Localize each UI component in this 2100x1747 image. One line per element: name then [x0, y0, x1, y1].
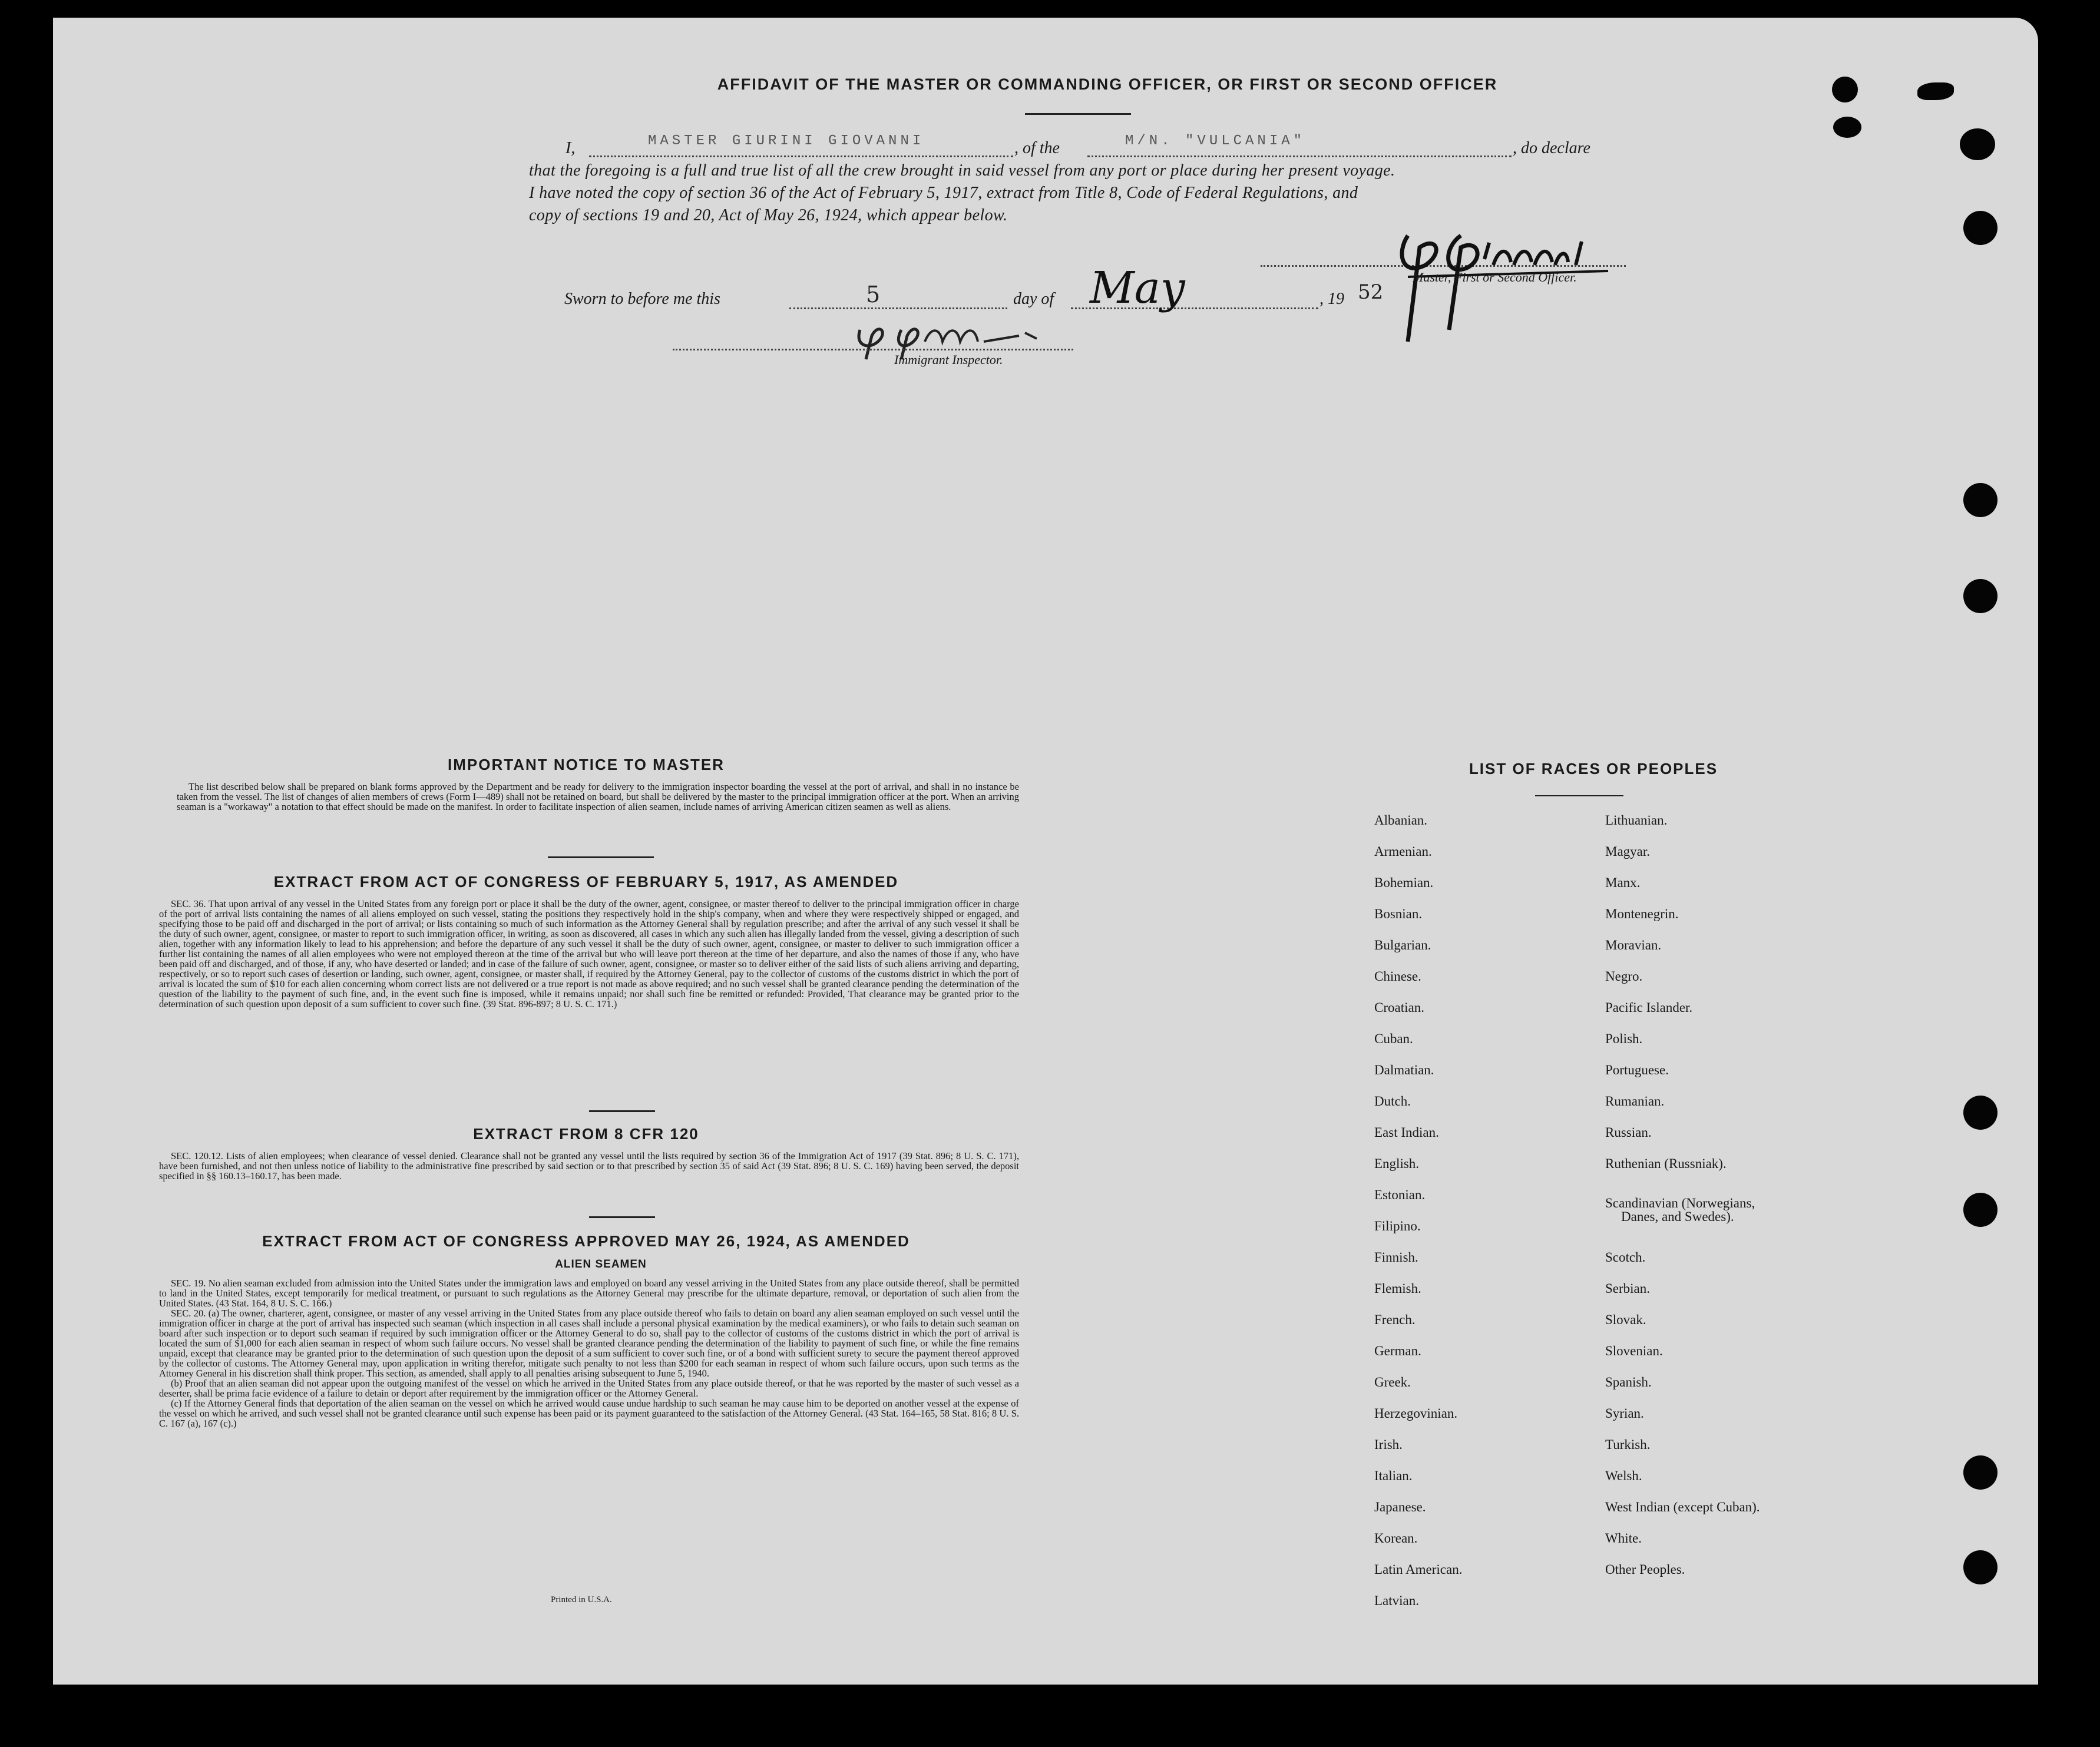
race-item: Italian.	[1374, 1468, 1413, 1483]
race-item: West Indian (except Cuban).	[1605, 1500, 1760, 1514]
affidavit-line-4: copy of sections 19 and 20, Act of May 26, 1924, which appear below.	[529, 206, 1008, 224]
binder-hole	[1963, 1455, 1998, 1490]
officer-caption: Master, First or Second Officer.	[1413, 270, 1577, 284]
binder-hole	[1963, 483, 1998, 517]
extract-cfr-title: EXTRACT FROM 8 CFR 120	[473, 1125, 699, 1143]
race-item: Bohemian.	[1374, 875, 1434, 890]
notice-text	[177, 782, 1019, 812]
race-item: Slovak.	[1605, 1312, 1646, 1327]
race-item: Other Peoples.	[1605, 1562, 1685, 1577]
race-item: Irish.	[1374, 1437, 1403, 1452]
race-item: Scotch.	[1605, 1250, 1646, 1265]
race-item: Korean.	[1374, 1531, 1418, 1546]
race-item: English.	[1374, 1156, 1420, 1171]
race-item: French.	[1374, 1312, 1416, 1327]
binder-hole	[1917, 82, 1954, 100]
race-item: Albanian.	[1374, 813, 1428, 828]
inspector-caption: Immigrant Inspector.	[894, 352, 1003, 367]
name-dotted-line	[589, 155, 1013, 157]
extract-1917-title: EXTRACT FROM ACT OF CONGRESS OF FEBRUARY 5, 1917, AS AMENDED	[273, 873, 899, 891]
affidavit-line-3: I have noted the copy of section 36 of the Act of February 5, 1917, extract from Title 8, Code of Federal Regulations, and	[529, 184, 1358, 202]
race-item: Finnish.	[1374, 1250, 1418, 1265]
binder-hole	[1963, 211, 1998, 245]
extract-cfr-text	[159, 1151, 1019, 1181]
section-divider	[589, 1216, 655, 1218]
race-item: German.	[1374, 1344, 1421, 1358]
sec-120-12-paragraph: SEC. 120.12. Lists of alien employees; when clearance of vessel denied. Clearance shall not be granted any vessel until the lists required by section 36 of the Immigration Act of 1917 (39 Stat. 896; 8 U. S. C. 171), have been furnished, and not then unless notice of liability to the administrative fine prescribed by said section or to that prescribed by section 35 of said Act (39 Stat. 896; 8 U. S. C. 169) having been served, the deposit specified in §§ 160.13–160.17, has been made.	[159, 1150, 1019, 1182]
race-item: Flemish.	[1374, 1281, 1421, 1296]
year-prefix: , 19	[1319, 290, 1344, 308]
race-item: Serbian.	[1605, 1281, 1651, 1296]
race-item: Dalmatian.	[1374, 1063, 1434, 1077]
section-36-paragraph: SEC. 36. That upon arrival of any vessel in the United States from any foreign port or place it shall be the duty of the owner, agent, consignee, or master thereof to deliver to the principal immigration officer in charge of the port of arrival lists containing the names of all aliens employed on such vessel, stating the positions they respectively hold in the ship's company, when and where they were respectively shipped or engaged, and specifying those to be paid off and discharged in the port of arrival; or lists containing so much of such information as the Attorney General shall by regulation prescribe; and after the arrival of any such vessel it shall be the duty of such owner, agent, consignee, or master to report to such immigration officer, in writing, as soon as discovered, all cases in which any such alien has illegally landed from the vessel, giving a description of such alien, together with any information likely to lead to his apprehension; and before the departure of any such vessel it shall be the duty of such owner, agent, consignee, or master to deliver to such immigration officer a further list containing the names of all alien employees who were not employed thereon at the time of the arrival but who will leave port thereon at the time of her departure, and also the names of those if any, who have been paid off and discharged, and of those, if any, who have deserted or landed; and in case of the failure of such owner, agent, consignee, or master so to deliver either of the said lists of such aliens arriving and departing, respectively, or so to report such cases of desertion or landing, such owner, agent, consignee, or master shall, if required by the Attorney General, pay to the collector of customs of the customs district in which the port of arrival is located the sum of $10 for each alien concerning whom correct lists are not delivered or a true report is not made as above required; and no such vessel shall be granted clearance pending the determination of the question of the liability to the payment of such fine, and, in the event such fine is imposed, while it remains unpaid; nor shall such fine be remitted or refunded: Provided, That clearance may be granted prior to the determination of such question upon deposit of a sum sufficient to cover such fine. (39 Stat. 896-897; 8 U. S. C. 171.)	[159, 898, 1019, 1010]
sec-20b-paragraph: (b) Proof that an alien seaman did not appear upon the outgoing manifest of the vessel on which he arrived in the United States from any place outside thereof, or that he was reported by the master of such vessel as a deserter, shall be prima facie evidence of a failure to detain or deport after requirement by the immigration officer or the Attorney General.	[159, 1378, 1019, 1399]
race-item: Danes, and Swedes).	[1621, 1209, 1734, 1224]
alien-seamen-subtitle: ALIEN SEAMEN	[555, 1258, 647, 1270]
binder-hole	[1963, 1096, 1998, 1130]
master-name-field[interactable]: MASTER GIURINI GIOVANNI	[648, 133, 925, 149]
extract-1917-text	[159, 899, 1019, 1009]
day-of-label: day of	[1013, 290, 1054, 308]
race-item: Spanish.	[1605, 1375, 1652, 1389]
race-item: Bosnian.	[1374, 906, 1423, 921]
race-item: Portuguese.	[1605, 1063, 1669, 1077]
race-item: Montenegrin.	[1605, 906, 1679, 921]
extract-1924-text	[159, 1278, 1019, 1428]
vessel-dotted-line	[1087, 155, 1512, 157]
races-title: LIST OF RACES OR PEOPLES	[1469, 760, 1718, 777]
race-item: Cuban.	[1374, 1031, 1413, 1046]
race-item: Bulgarian.	[1374, 938, 1431, 952]
binder-hole	[1832, 77, 1858, 102]
race-item: Turkish.	[1605, 1437, 1651, 1452]
do-declare-label: , do declare	[1513, 139, 1590, 157]
section-divider	[589, 1110, 655, 1112]
notice-title: IMPORTANT NOTICE TO MASTER	[448, 756, 725, 773]
printed-in-usa: Printed in U.S.A.	[551, 1595, 612, 1604]
sworn-label: Sworn to before me this	[564, 290, 720, 308]
section-divider	[548, 856, 654, 858]
race-item: Rumanian.	[1605, 1094, 1665, 1109]
binder-hole	[1833, 117, 1861, 138]
year-value[interactable]: 52	[1358, 280, 1384, 304]
month-value[interactable]: May	[1090, 263, 1185, 313]
binder-hole	[1963, 579, 1998, 613]
race-item: Magyar.	[1605, 844, 1651, 859]
race-item: Syrian.	[1605, 1406, 1644, 1421]
of-the-label: , of the	[1014, 139, 1060, 157]
race-item: Herzegovinian.	[1374, 1406, 1458, 1421]
vessel-name-field[interactable]: M/N. "VULCANIA"	[1125, 133, 1306, 149]
race-item: Estonian.	[1374, 1187, 1426, 1202]
race-item: White.	[1605, 1531, 1642, 1546]
race-item: Latvian.	[1374, 1593, 1419, 1608]
races-divider	[1535, 795, 1623, 796]
sec-20c-paragraph: (c) If the Attorney General finds that deportation of the alien seaman on the vessel on which he arrived would cause undue hardship to such seaman he may cause him to be deported on another vessel at the expense of the vessel on which he arrived, and such vessel shall not be granted clearance until such expense has been paid or its payment guaranteed to the satisfaction of the Attorney General. (43 Stat. 164–165, 58 Stat. 816; 8 U. S. C. 167 (a), 167 (c).)	[159, 1398, 1019, 1429]
race-item: Russian.	[1605, 1125, 1652, 1140]
extract-1924-title: EXTRACT FROM ACT OF CONGRESS APPROVED MAY 26, 1924, AS AMENDED	[262, 1232, 910, 1250]
inspector-dotted-line	[673, 349, 1073, 350]
sec-19-paragraph: SEC. 19. No alien seaman excluded from admission into the United States under the immigration laws and employed on board any vessel arriving in the United States from any place outside thereof, shall be permitted to land in the United States, except temporarily for medical treatment, or pursuant to such regulations as the Attorney General may prescribe for the ultimate departure, removal, or deportation of such alien from the United States. (43 Stat. 164, 8 U. S. C. 166.)	[159, 1278, 1019, 1309]
race-item: Latin American.	[1374, 1562, 1463, 1577]
race-item: Slovenian.	[1605, 1344, 1663, 1358]
race-item: Lithuanian.	[1605, 813, 1668, 828]
title-divider	[1025, 113, 1131, 115]
race-item: Welsh.	[1605, 1468, 1642, 1483]
race-item: Scandinavian (Norwegians,	[1605, 1196, 1755, 1210]
sec-20a-paragraph: SEC. 20. (a) The owner, charterer, agent, consignee, or master of any vessel arriving in the United States from any place outside thereof who fails to detain on board any alien seaman employed on such vessel until the immigration officer in charge at the port of arrival has inspected such seaman (which inspection in all cases shall include a personal physical examination by the medical examiners), or who fails to detain such seaman on board after such inspection or to deport such seaman if required by such immigration officer or the Attorney General to do so, shall pay to the collector of customs of the customs district in which the port of arrival is located the sum of $1,000 for each alien seaman in respect of whom such failure occurs. No vessel shall be granted clearance pending the determination of the liability to payment of such fine, or while the fine remains unpaid, except that clearance may be granted prior to the determination of such question upon the deposit of a sum sufficient to cover such fine, or of a bond with sufficient surety to secure the payment thereof approved by the collector of customs. The Attorney General may, upon application in writing therefor, mitigate such penalty to not less than $200 for each seaman in respect of whom such failure occurs, upon such terms as the Attorney General in his discretion shall think proper. This section, as amended, shall apply to all penalties arising subsequent to June 5, 1940.	[159, 1308, 1019, 1379]
race-item: Dutch.	[1374, 1094, 1411, 1109]
race-item: Filipino.	[1374, 1219, 1421, 1233]
day-value[interactable]: 5	[866, 282, 881, 307]
race-item: East Indian.	[1374, 1125, 1439, 1140]
race-item: Croatian.	[1374, 1000, 1424, 1015]
race-item: Negro.	[1605, 969, 1643, 984]
race-item: Pacific Islander.	[1605, 1000, 1693, 1015]
document-sheet	[53, 18, 2038, 1685]
affidavit-line-2: that the foregoing is a full and true list of all the crew brought in said vessel from any port or place during her present voyage.	[529, 161, 1395, 180]
affidavit-title: AFFIDAVIT OF THE MASTER OR COMMANDING OFFICER, OR FIRST OR SECOND OFFICER	[717, 75, 1498, 93]
binder-hole	[1960, 128, 1995, 160]
binder-hole	[1963, 1193, 1998, 1227]
race-item: Manx.	[1605, 875, 1641, 890]
race-item: Greek.	[1374, 1375, 1411, 1389]
notice-paragraph: The list described below shall be prepared on blank forms approved by the Department and be ready for delivery to the immigration inspector boarding the vessel at the port of arrival, and shall in no instance be taken from the vessel. The list of changes of alien members of crews (Form I—489) shall not be retained on board, but shall be delivered by the master to the principal immigration officer at the port. When an arriving seaman is a "workaway" a notation to that effect should be made on the manifest. In order to facilitate inspection of alien seamen, include names of arriving American citizen seamen as well as aliens.	[177, 781, 1019, 812]
race-item: Moravian.	[1605, 938, 1662, 952]
race-item: Chinese.	[1374, 969, 1421, 984]
race-item: Ruthenian (Russniak).	[1605, 1156, 1727, 1171]
binder-hole	[1963, 1550, 1998, 1584]
affidavit-i-label: I,	[565, 139, 576, 157]
race-item: Japanese.	[1374, 1500, 1426, 1514]
race-item: Armenian.	[1374, 844, 1432, 859]
race-item: Polish.	[1605, 1031, 1643, 1046]
